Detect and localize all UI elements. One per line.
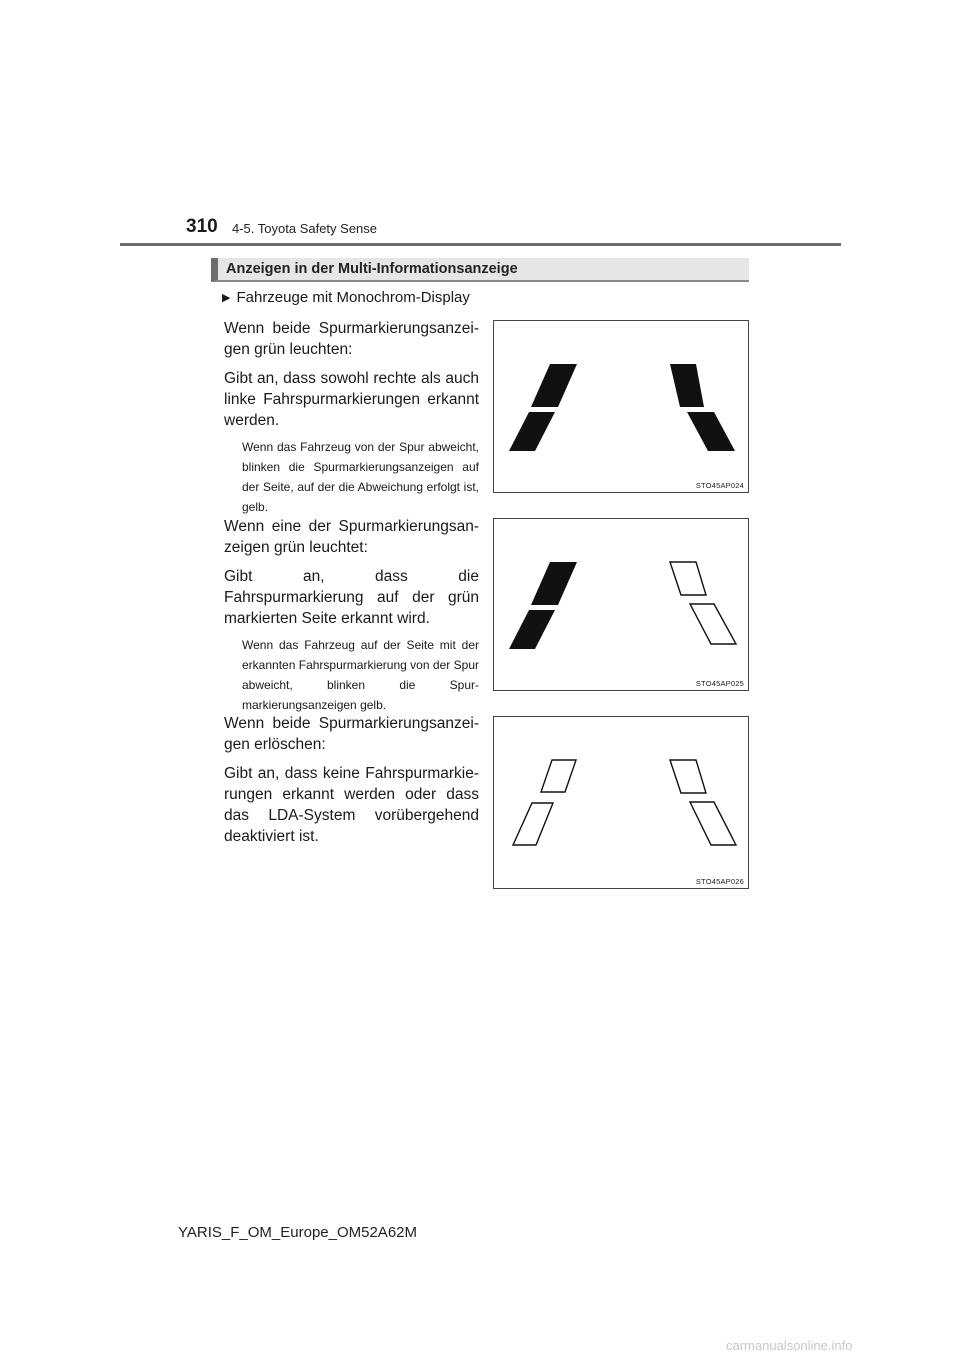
left-upper-lane-mark-outline bbox=[541, 760, 576, 792]
right-lower-lane-mark-outline bbox=[690, 604, 736, 644]
left-lower-lane-mark-outline bbox=[513, 803, 553, 845]
bullet-heading bbox=[222, 289, 470, 306]
header-rule bbox=[120, 243, 841, 246]
right-lower-lane-mark-outline bbox=[690, 802, 736, 845]
block-2-lead: Wenn eine der Spurmarkierungsanzeigen grün leuchtet: bbox=[224, 518, 479, 556]
page-number: 310 bbox=[186, 216, 218, 237]
right-upper-lane-mark bbox=[670, 364, 704, 407]
lane-marks-graphic-3 bbox=[494, 717, 750, 890]
left-upper-lane-mark bbox=[531, 562, 577, 605]
block-3-desc: Gibt an, dass keine Fahrspurmarkierungen erkannt werden oder dass das LDA-System vorübergehend deaktiviert ist. bbox=[224, 765, 479, 845]
block-2-desc: Gibt an, dass die Fahrspurmarkierung auf der grün markierten Seite erkannt wird. bbox=[224, 568, 479, 627]
lane-indicator-figure-2 bbox=[493, 518, 749, 691]
block-1-desc: Gibt an, dass sowohl rechte als auch linke Fahrspurmarkierungen erkannt werden. bbox=[224, 370, 479, 429]
figure-3-code: STO45AP026 bbox=[695, 877, 744, 886]
footer-doc-code: YARIS_F_OM_Europe_OM52A62M bbox=[178, 1224, 417, 1241]
left-upper-lane-mark bbox=[531, 364, 577, 407]
text-block-1 bbox=[224, 318, 479, 517]
section-title: 4-5. Toyota Safety Sense bbox=[232, 221, 378, 236]
section-heading: Anzeigen in der Multi-Informationsanzeige bbox=[226, 261, 518, 277]
right-upper-lane-mark-outline bbox=[670, 562, 706, 595]
lane-marks-graphic-2 bbox=[494, 519, 750, 692]
text-block-3 bbox=[224, 713, 479, 847]
triangle-bullet-icon: ▶ bbox=[222, 292, 231, 304]
lane-marks-graphic-1 bbox=[494, 321, 750, 494]
block-2-note: Wenn das Fahrzeug auf der Seite mit der erkannten Fahrspurmarkierung von der Spur abweicht, blinken die Spurmarkierungsanzeigen gelb. bbox=[242, 638, 479, 712]
left-lower-lane-mark bbox=[509, 610, 555, 649]
watermark: carmanualsonline.info bbox=[726, 1338, 853, 1353]
lane-indicator-figure-3 bbox=[493, 716, 749, 889]
block-3-lead: Wenn beide Spurmarkierungsanzeigen erlöschen: bbox=[224, 715, 479, 753]
text-block-2 bbox=[224, 516, 479, 715]
figure-1-code: STO45AP024 bbox=[695, 481, 744, 490]
block-1-lead: Wenn beide Spurmarkierungsanzeigen grün leuchten: bbox=[224, 320, 479, 358]
section-heading-bar bbox=[211, 258, 749, 282]
block-1-note: Wenn das Fahrzeug von der Spur abweicht, blinken die Spurmarkierungsanzeigen auf der Seite, auf der die Abweichung erfolgt ist, gelb. bbox=[242, 440, 479, 514]
right-lower-lane-mark bbox=[687, 412, 735, 451]
bullet-heading-text: Fahrzeuge mit Monochrom-Display bbox=[236, 289, 470, 306]
left-lower-lane-mark bbox=[509, 412, 555, 451]
figure-2-code: STO45AP025 bbox=[695, 679, 744, 688]
right-upper-lane-mark-outline bbox=[670, 760, 706, 793]
lane-indicator-figure-1 bbox=[493, 320, 749, 493]
